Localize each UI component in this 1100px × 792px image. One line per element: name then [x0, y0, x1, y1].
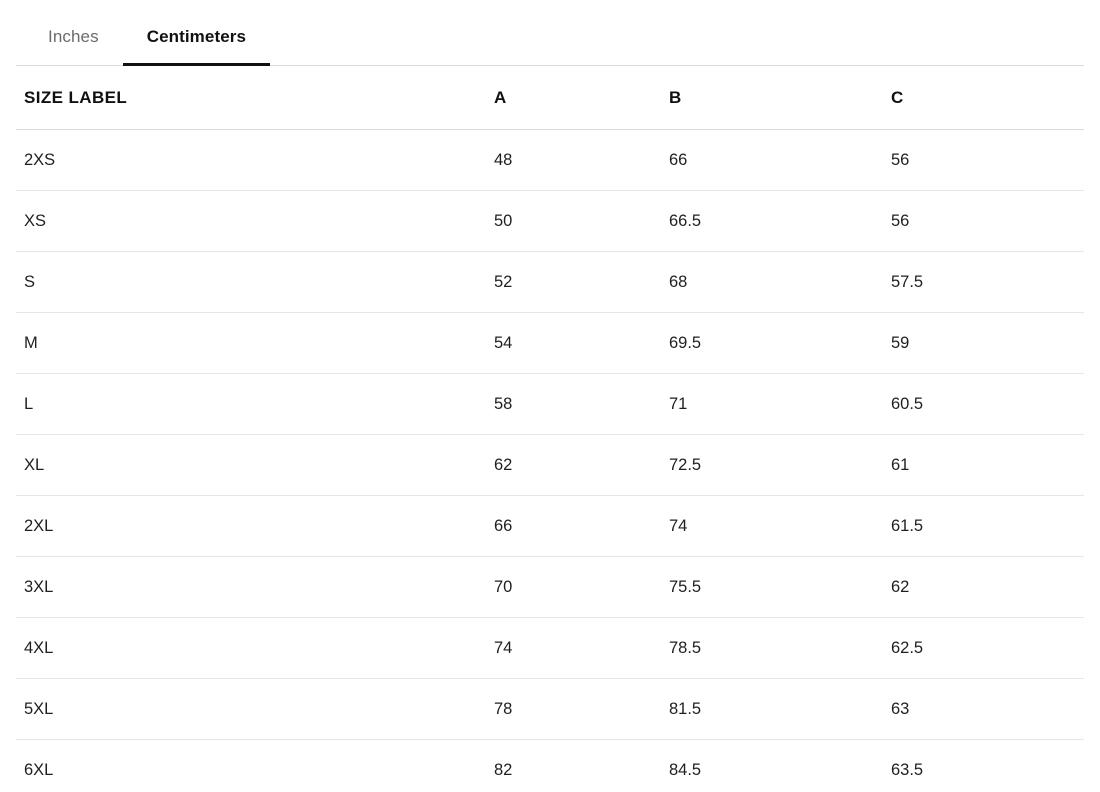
cell-size-label: XL [16, 435, 494, 496]
cell-measurement-a: 66 [494, 496, 669, 557]
cell-size-label: XS [16, 191, 494, 252]
cell-measurement-a: 50 [494, 191, 669, 252]
column-header-a: A [494, 66, 669, 130]
cell-measurement-a: 52 [494, 252, 669, 313]
cell-measurement-b: 71 [669, 374, 891, 435]
table-row [16, 496, 1084, 557]
cell-measurement-c: 57.5 [891, 252, 1084, 313]
cell-measurement-c: 60.5 [891, 374, 1084, 435]
cell-measurement-b: 68 [669, 252, 891, 313]
table-row [16, 557, 1084, 618]
tab-inches[interactable]: Inches [24, 28, 123, 65]
cell-size-label: L [16, 374, 494, 435]
table-row [16, 374, 1084, 435]
cell-size-label: 5XL [16, 679, 494, 740]
table-row [16, 130, 1084, 191]
cell-size-label: 6XL [16, 740, 494, 792]
cell-measurement-b: 74 [669, 496, 891, 557]
cell-measurement-b: 66 [669, 130, 891, 191]
table-row [16, 740, 1084, 792]
cell-measurement-b: 81.5 [669, 679, 891, 740]
cell-measurement-a: 78 [494, 679, 669, 740]
table-row [16, 191, 1084, 252]
table-body [16, 130, 1084, 792]
cell-measurement-c: 63.5 [891, 740, 1084, 792]
cell-size-label: 4XL [16, 618, 494, 679]
cell-measurement-b: 75.5 [669, 557, 891, 618]
cell-measurement-c: 62.5 [891, 618, 1084, 679]
table-row [16, 679, 1084, 740]
column-header-c: C [891, 66, 1084, 130]
cell-measurement-a: 70 [494, 557, 669, 618]
cell-measurement-c: 62 [891, 557, 1084, 618]
cell-size-label: 2XL [16, 496, 494, 557]
unit-tabs [16, 0, 1084, 66]
cell-measurement-b: 72.5 [669, 435, 891, 496]
table-row [16, 313, 1084, 374]
table-row [16, 435, 1084, 496]
cell-measurement-c: 61.5 [891, 496, 1084, 557]
table-row [16, 618, 1084, 679]
column-header-b: B [669, 66, 891, 130]
size-chart-table [16, 66, 1084, 792]
table-head [16, 66, 1084, 130]
cell-measurement-a: 74 [494, 618, 669, 679]
cell-size-label: M [16, 313, 494, 374]
cell-measurement-b: 66.5 [669, 191, 891, 252]
table-row [16, 252, 1084, 313]
cell-size-label: 3XL [16, 557, 494, 618]
cell-measurement-a: 48 [494, 130, 669, 191]
cell-size-label: 2XS [16, 130, 494, 191]
cell-measurement-a: 54 [494, 313, 669, 374]
cell-measurement-a: 82 [494, 740, 669, 792]
table-header-row [16, 66, 1084, 130]
cell-measurement-a: 62 [494, 435, 669, 496]
column-header-size-label: SIZE LABEL [16, 66, 494, 130]
cell-measurement-b: 69.5 [669, 313, 891, 374]
cell-measurement-b: 78.5 [669, 618, 891, 679]
cell-size-label: S [16, 252, 494, 313]
cell-measurement-c: 61 [891, 435, 1084, 496]
cell-measurement-c: 56 [891, 191, 1084, 252]
cell-measurement-b: 84.5 [669, 740, 891, 792]
cell-measurement-a: 58 [494, 374, 669, 435]
cell-measurement-c: 56 [891, 130, 1084, 191]
cell-measurement-c: 63 [891, 679, 1084, 740]
cell-measurement-c: 59 [891, 313, 1084, 374]
tab-centimeters[interactable]: Centimeters [123, 28, 270, 65]
